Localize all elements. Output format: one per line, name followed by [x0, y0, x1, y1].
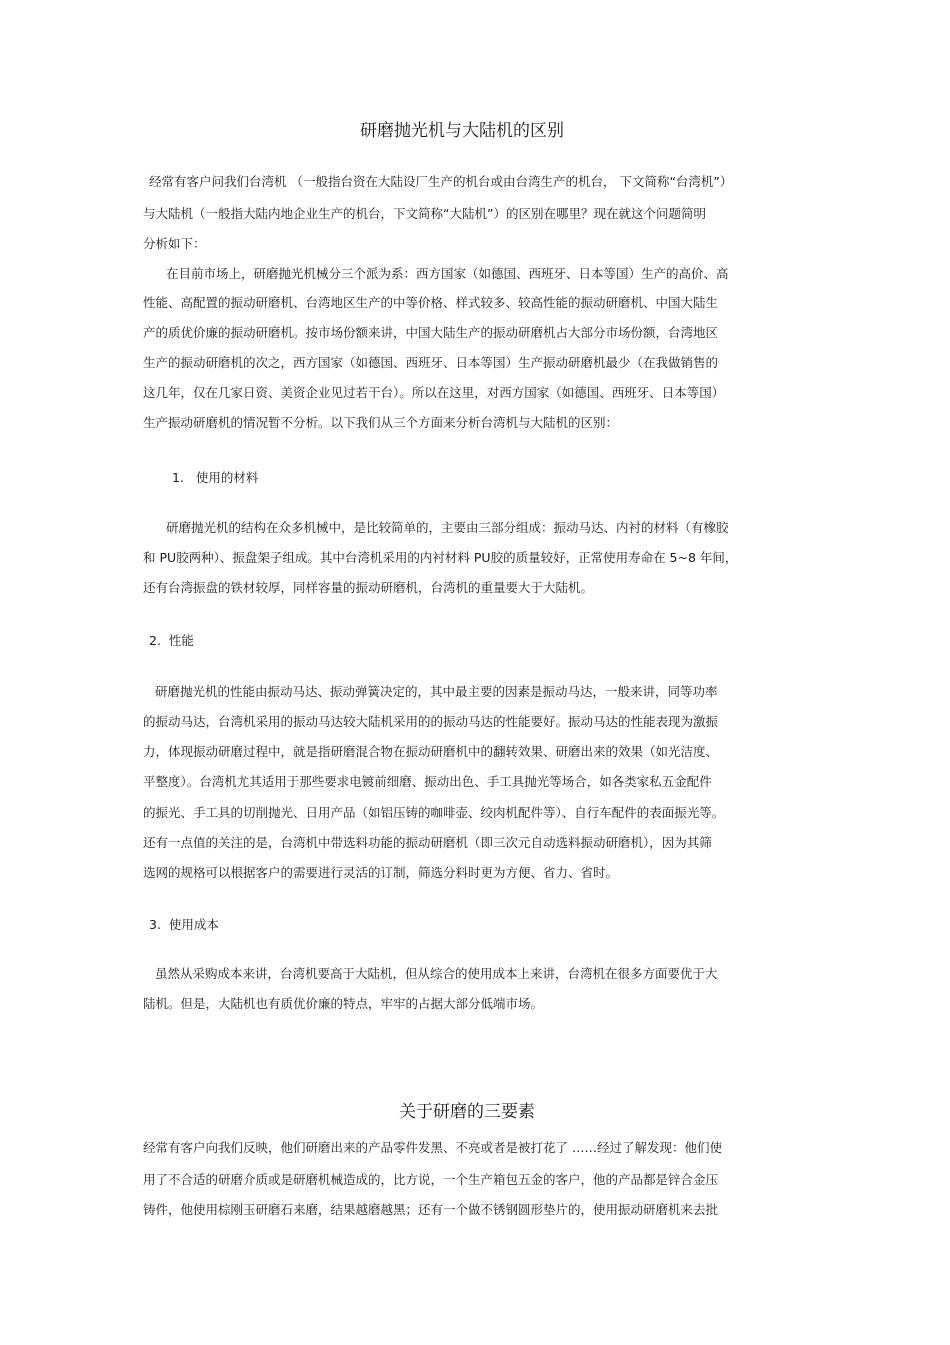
cost-line: 虽然从采购成本来讲，台湾机要高于大陆机，但从综合的使用成本上来讲，台湾机在很多方面要优于大	[155, 966, 718, 981]
materials-line: 还有台湾振盘的铁材较厚，同样容量的振动研磨机，台湾机的重量要大于大陆机。	[143, 580, 594, 595]
intro-line: 与大陆机（一般指大陆内地企业生产的机台，下文简称“大陆机”）的区别在哪里？现在就这个问题简明	[143, 206, 706, 221]
materials-line: 和 PU胶两种）、振盘架子组成。其中台湾机采用的内衬材料 PU胶的质量较好，正常使用寿命在 5~8 年间，	[143, 550, 738, 565]
cost-line: 陆机。但是，大陆机也有质优价廉的特点，牢牢的占据大部分低端市场。	[143, 996, 544, 1011]
section2-line: 经常有客户向我们反映，他们研磨出来的产品零件发黑、不亮或者是被打花了 ……经过了解发现：他们使	[143, 1140, 722, 1155]
performance-line: 的振光、手工具的切削抛光、日用产品（如铝压铸的咖啡壶、绞肉机配件等）、自行车配件的表面振光等。	[143, 805, 725, 820]
market-line: 生产的振动研磨机的次之，西方国家（如德国、西班牙、日本等国）生产振动研磨机最少（在我做销售的	[143, 355, 719, 370]
section2-title: 关于研磨的三要素	[399, 1102, 535, 1122]
market-line: 生产振动研磨机的情况暂不分析。以下我们从三个方面来分析台湾机与大陆机的区别：	[143, 415, 619, 430]
market-line: 在目前市场上，研磨抛光机械分三个派为系：西方国家（如德国、西班牙、日本等国）生产的高价、高	[166, 266, 729, 281]
heading-cost: 3. 使用成本	[149, 917, 219, 932]
market-line: 这几年，仅在几家日资、美资企业见过若干台）。所以在这里，对西方国家（如德国、西班牙、日本等国）	[143, 385, 725, 400]
materials-line: 研磨抛光机的结构在众多机械中，是比较简单的，主要由三部分组成：振动马达、内衬的材料（有橡胶	[166, 520, 729, 535]
performance-line: 的振动马达，台湾机采用的振动马达较大陆机采用的的振动马达的性能要好。振动马达的性能表现为激振	[143, 714, 719, 729]
performance-line: 研磨抛光机的性能由振动马达、振动弹簧决定的，其中最主要的因素是振动马达，一般来讲，同等功率	[155, 684, 718, 699]
intro-line: 分析如下：	[143, 236, 206, 251]
intro-line: 经常有客户问我们台湾机 （一般指台资在大陆设厂生产的机台或由台湾生产的机台， 下文简称“台湾机”）	[149, 174, 733, 189]
section2-line: 用了不合适的研磨介质或是研磨机械造成的，比方说，一个生产箱包五金的客户，他的产品都是锌合金压	[143, 1172, 719, 1187]
market-line: 产的质优价廉的振动研磨机。按市场份额来讲，中国大陆生产的振动研磨机占大部分市场份额，台湾地区	[143, 325, 719, 340]
performance-line: 选网的规格可以根据客户的需要进行灵活的订制，筛选分料时更为方便、省力、省时。	[143, 865, 619, 880]
section2-line: 铸件，他使用棕刚玉研磨石来磨，结果越磨越黑；还有一个做不锈钢圆形垫片的，使用振动研磨机来去批	[143, 1202, 719, 1217]
performance-line: 平整度）。台湾机尤其适用于那些要求电镀前细磨、振动出色、手工具抛光等场合，如各类家私五金配件	[143, 774, 712, 789]
heading-materials: 1. 使用的材料	[172, 470, 259, 485]
section1-title: 研磨抛光机与大陆机的区别	[360, 121, 564, 141]
heading-performance: 2. 性能	[149, 633, 194, 648]
performance-line: 还有一点值的关注的是，台湾机中带选料功能的振动研磨机（即三次元自动选料振动研磨机），因为其筛	[143, 835, 712, 850]
market-line: 性能、高配置的振动研磨机、台湾地区生产的中等价格、样式较多、较高性能的振动研磨机、中国大陆生	[143, 295, 719, 310]
performance-line: 力，体现振动研磨过程中，就是指研磨混合物在振动研磨机中的翻转效果、研磨出来的效果（如光洁度、	[143, 744, 719, 759]
